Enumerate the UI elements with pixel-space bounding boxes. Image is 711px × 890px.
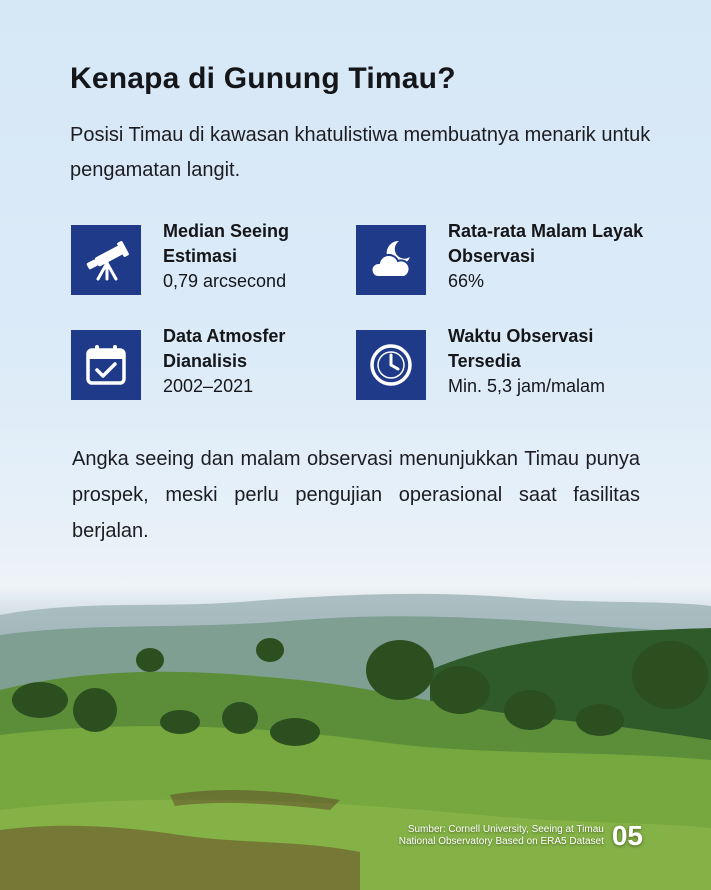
source-credit bbox=[399, 824, 604, 848]
moon-cloud-icon bbox=[356, 225, 426, 295]
stat-value: 2002–2021 bbox=[163, 376, 254, 396]
stat-observation-nights bbox=[356, 221, 646, 297]
page-number: 05 bbox=[611, 820, 643, 851]
stat-label: Data Atmosfer Dianalisis bbox=[163, 326, 286, 371]
stat-value: 66% bbox=[448, 271, 485, 291]
summary-text: Angka seeing dan malam observasi menunjukkan Timau punya prospek, meski perlu pengujian operasional saat fasilitas berjalan. bbox=[72, 448, 640, 542]
intro-text: Posisi Timau di kawasan khatulistiwa membuatnya menarik untuk pengamatan langit. bbox=[70, 124, 651, 181]
stat-value: 0,79 arcsecond bbox=[163, 271, 287, 291]
telescope-icon bbox=[71, 225, 141, 295]
source-line: National Observatory Based on ERA5 Dataset bbox=[398, 836, 604, 847]
stat-value: Min. 5,3 jam/malam bbox=[448, 376, 606, 396]
source-line: Sumber: Cornell University, Seeing at Timau bbox=[407, 824, 604, 835]
stat-label: Rata-rata Malam Layak Observasi bbox=[448, 221, 644, 266]
stat-atmosphere-data bbox=[71, 326, 361, 402]
stat-label: Waktu Observasi Tersedia bbox=[448, 326, 594, 371]
clock-icon bbox=[356, 330, 426, 400]
stat-label: Median Seeing Estimasi bbox=[163, 221, 290, 266]
page-title: Kenapa di Gunung Timau? bbox=[70, 62, 456, 95]
stat-observation-time bbox=[356, 326, 646, 402]
footer bbox=[399, 822, 643, 850]
stat-median-seeing bbox=[71, 221, 361, 297]
calendar-check-icon bbox=[71, 330, 141, 400]
